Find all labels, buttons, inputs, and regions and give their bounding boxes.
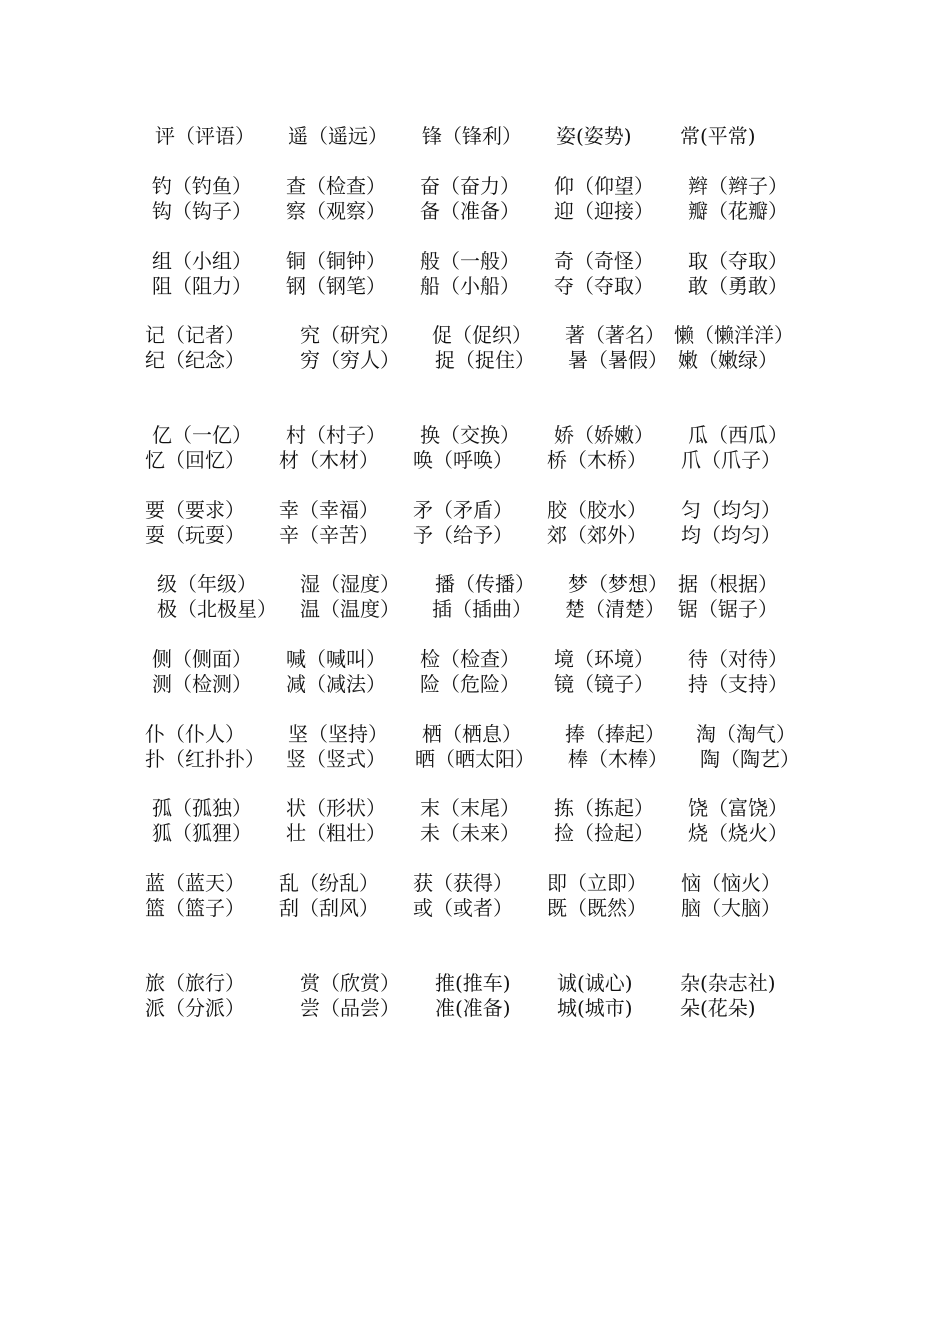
word-line — [0, 870, 950, 896]
word-entry: 乱（纷乱） — [279, 871, 379, 895]
word-entry: 钢（钢笔） — [286, 274, 386, 298]
word-entry: 旅（旅行） — [145, 971, 245, 995]
word-line — [0, 820, 950, 846]
word-entry: 组（小组） — [152, 249, 252, 273]
word-entry: 插（插曲） — [432, 597, 532, 621]
word-entry: 境（环境） — [554, 647, 654, 671]
word-entry: 评（评语） — [155, 124, 255, 148]
word-entry: 壮（粗壮） — [286, 821, 386, 845]
word-line — [0, 173, 950, 199]
word-entry: 奇（奇怪） — [554, 249, 654, 273]
word-entry: 即（立即） — [547, 871, 647, 895]
word-entry: 要（要求） — [145, 498, 245, 522]
word-line — [0, 123, 950, 149]
word-entry: 常(平常) — [680, 124, 756, 148]
word-entry: 懒（懒洋洋） — [674, 323, 794, 347]
word-entry: 朵(花朵) — [680, 996, 756, 1020]
word-entry: 诚(诚心) — [557, 971, 633, 995]
word-entry: 桥（木桥） — [547, 448, 647, 472]
word-entry: 状（形状） — [286, 796, 386, 820]
word-entry: 铜（铜钟） — [286, 249, 386, 273]
word-line — [0, 746, 950, 772]
word-entry: 派（分派） — [145, 996, 245, 1020]
word-entry: 待（对待） — [688, 647, 788, 671]
word-entry: 仰（仰望） — [554, 174, 654, 198]
word-entry: 材（木材） — [279, 448, 379, 472]
word-entry: 未（未来） — [420, 821, 520, 845]
word-entry: 察（观察） — [286, 199, 386, 223]
word-entry: 亿（一亿） — [152, 423, 252, 447]
word-entry: 瓣（花瓣） — [688, 199, 788, 223]
word-entry: 据（根据） — [678, 572, 778, 596]
word-entry: 唤（呼唤） — [413, 448, 513, 472]
word-entry: 辛（辛苦） — [279, 523, 379, 547]
word-entry: 获（获得） — [413, 871, 513, 895]
word-entry: 测（检测） — [152, 672, 252, 696]
word-entry: 杂(杂志社) — [680, 971, 776, 995]
word-entry: 极（北极星） — [157, 597, 277, 621]
word-entry: 播（传播） — [435, 572, 535, 596]
word-entry: 船（小船） — [420, 274, 520, 298]
word-entry: 淘（淘气） — [696, 722, 796, 746]
word-entry: 取（夺取） — [688, 249, 788, 273]
word-entry: 减（减法） — [286, 672, 386, 696]
word-entry: 村（村子） — [286, 423, 386, 447]
word-entry: 推(推车) — [435, 971, 511, 995]
word-entry: 备（准备） — [420, 199, 520, 223]
word-line — [0, 571, 950, 597]
word-entry: 刮（刮风） — [279, 896, 379, 920]
word-entry: 夺（夺取） — [554, 274, 654, 298]
word-entry: 蓝（蓝天） — [145, 871, 245, 895]
word-entry: 忆（回忆） — [145, 448, 245, 472]
word-entry: 险（危险） — [420, 672, 520, 696]
word-line — [0, 970, 950, 996]
word-entry: 城(城市) — [557, 996, 633, 1020]
word-entry: 检（检查） — [420, 647, 520, 671]
word-entry: 暑（暑假） — [568, 348, 668, 372]
word-entry: 楚（清楚） — [565, 597, 665, 621]
word-entry: 狐（狐狸） — [152, 821, 252, 845]
word-entry: 爪（爪子） — [681, 448, 781, 472]
word-entry: 辫（辫子） — [688, 174, 788, 198]
word-entry: 晒（晒太阳） — [415, 747, 535, 771]
word-entry: 湿（湿度） — [300, 572, 400, 596]
word-entry: 幸（幸福） — [279, 498, 379, 522]
word-entry: 均（均匀） — [681, 523, 781, 547]
word-entry: 末（末尾） — [420, 796, 520, 820]
word-line — [0, 671, 950, 697]
word-line — [0, 497, 950, 523]
word-entry: 记（记者） — [145, 323, 245, 347]
word-entry: 捧（捧起） — [565, 722, 665, 746]
word-entry: 竖（竖式） — [286, 747, 386, 771]
word-entry: 准(准备) — [435, 996, 511, 1020]
word-line — [0, 522, 950, 548]
word-entry: 坚（坚持） — [288, 722, 388, 746]
word-line — [0, 596, 950, 622]
word-entry: 钩（钩子） — [152, 199, 252, 223]
word-entry: 既（既然） — [547, 896, 647, 920]
word-entry: 耍（玩耍） — [145, 523, 245, 547]
word-entry: 饶（富饶） — [688, 796, 788, 820]
word-line — [0, 198, 950, 224]
word-line — [0, 248, 950, 274]
word-entry: 脑（大脑） — [681, 896, 781, 920]
word-entry: 捡（捡起） — [554, 821, 654, 845]
word-entry: 烧（烧火） — [688, 821, 788, 845]
word-entry: 梦（梦想） — [568, 572, 668, 596]
word-entry: 钓（钓鱼） — [152, 174, 252, 198]
word-line — [0, 721, 950, 747]
word-line — [0, 646, 950, 672]
word-line — [0, 322, 950, 348]
word-entry: 嫩（嫩绿） — [678, 348, 778, 372]
word-entry: 扑（红扑扑） — [145, 747, 265, 771]
word-entry: 侧（侧面） — [152, 647, 252, 671]
word-entry: 瓜（西瓜） — [688, 423, 788, 447]
word-line — [0, 273, 950, 299]
word-entry: 娇（娇嫩） — [554, 423, 654, 447]
word-entry: 阻（阻力） — [152, 274, 252, 298]
word-entry: 陶（陶艺） — [700, 747, 800, 771]
word-entry: 喊（喊叫） — [286, 647, 386, 671]
word-entry: 温（温度） — [300, 597, 400, 621]
word-entry: 郊（郊外） — [547, 523, 647, 547]
word-entry: 镜（镜子） — [554, 672, 654, 696]
word-entry: 纪（纪念） — [145, 348, 245, 372]
word-entry: 棒（木棒） — [568, 747, 668, 771]
word-entry: 孤（孤独） — [152, 796, 252, 820]
word-entry: 奋（奋力） — [420, 174, 520, 198]
word-entry: 或（或者） — [413, 896, 513, 920]
word-entry: 著（著名） — [565, 323, 665, 347]
word-entry: 换（交换） — [420, 423, 520, 447]
word-entry: 迎（迎接） — [554, 199, 654, 223]
word-entry: 予（给予） — [413, 523, 513, 547]
word-entry: 恼（恼火） — [681, 871, 781, 895]
word-entry: 锯（锯子） — [678, 597, 778, 621]
word-entry: 赏（欣赏） — [300, 971, 400, 995]
word-entry: 级（年级） — [157, 572, 257, 596]
word-entry: 仆（仆人） — [145, 722, 245, 746]
word-entry: 促（促织） — [432, 323, 532, 347]
word-entry: 姿(姿势) — [556, 124, 632, 148]
word-entry: 篮（篮子） — [145, 896, 245, 920]
word-entry: 持（支持） — [688, 672, 788, 696]
word-line — [0, 995, 950, 1021]
word-entry: 敢（勇敢） — [688, 274, 788, 298]
word-entry: 查（检查） — [286, 174, 386, 198]
word-entry: 匀（均匀） — [681, 498, 781, 522]
word-line — [0, 447, 950, 473]
word-entry: 矛（矛盾） — [413, 498, 513, 522]
word-entry: 穷（穷人） — [300, 348, 400, 372]
word-line — [0, 795, 950, 821]
word-entry: 捉（捉住） — [435, 348, 535, 372]
word-entry: 拣（拣起） — [554, 796, 654, 820]
word-line — [0, 422, 950, 448]
word-entry: 栖（栖息） — [422, 722, 522, 746]
word-entry: 般（一般） — [420, 249, 520, 273]
word-entry: 尝（品尝） — [300, 996, 400, 1020]
word-entry: 遥（遥远） — [288, 124, 388, 148]
word-entry: 究（研究） — [300, 323, 400, 347]
word-entry: 胶（胶水） — [547, 498, 647, 522]
word-line — [0, 895, 950, 921]
word-line — [0, 347, 950, 373]
word-entry: 锋（锋利） — [422, 124, 522, 148]
